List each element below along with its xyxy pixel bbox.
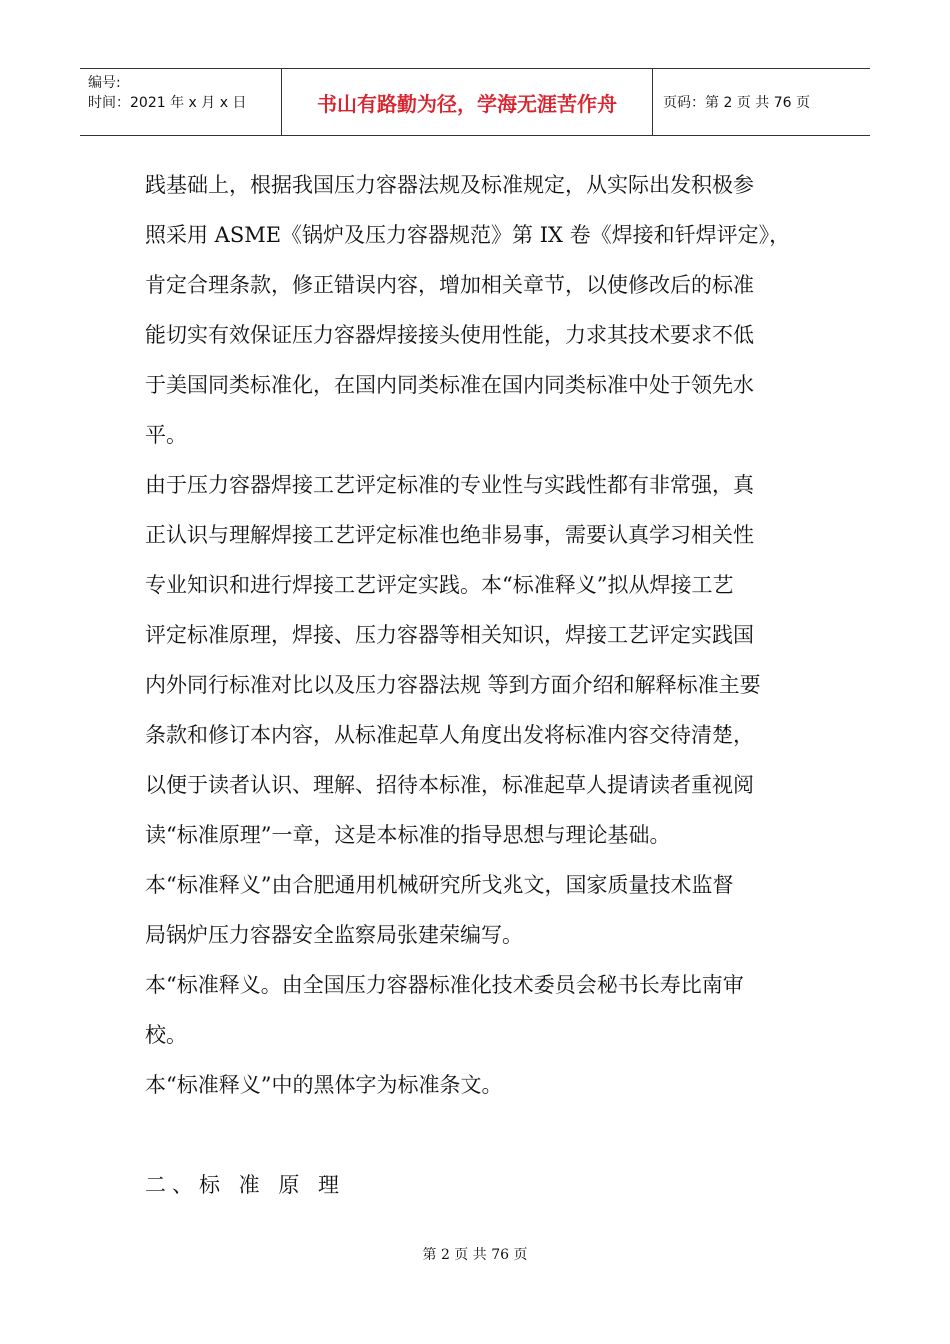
blank-line xyxy=(145,1110,810,1160)
document-body xyxy=(145,160,810,1210)
header-page-info: 页码：第 2 页 共 76 页 xyxy=(663,95,810,111)
body-line: 专业知识和进行焊接工艺评定实践。本“标准释义”拟从焊接工艺 xyxy=(145,573,734,597)
body-line: 条款和修订本内容，从标准起草人角度出发将标准内容交待清楚， xyxy=(145,723,754,747)
body-line: 践基础上，根据我国压力容器法规及标准规定，从实际出发积极参 xyxy=(145,173,754,197)
page-header xyxy=(80,68,870,136)
body-line: 本“标准释义。由全国压力容器标准化技术委员会秘书长寿比南审 xyxy=(145,973,744,997)
time-label: 时间：2021 年 x 月 x 日 xyxy=(88,95,247,111)
body-line: 能切实有效保证压力容器焊接接头使用性能，力求其技术要求不低 xyxy=(145,323,754,347)
body-line: 以便于读者认识、理解、招待本标准，标准起草人提请读者重视阅 xyxy=(145,773,754,797)
page-footer: 第 2 页 共 76 页 xyxy=(422,1247,528,1263)
body-line: 本“标准释义”中的黑体字为标准条文。 xyxy=(145,1073,503,1097)
body-line: 正认识与理解焊接工艺评定标准也绝非易事，需要认真学习相关性 xyxy=(145,523,754,547)
body-line: 本“标准释义”由合肥通用机械研究所戈兆文，国家质量技术监督 xyxy=(145,873,734,897)
body-line: 肯定合理条款，修正错误内容，增加相关章节，以使修改后的标准 xyxy=(145,273,754,297)
body-line: 平。 xyxy=(145,423,187,447)
body-line: 读“标准原理”一章，这是本标准的指导思想与理论基础。 xyxy=(145,823,671,847)
body-line: 内外同行标准对比以及压力容器法规 等到方面介绍和解释标准主要 xyxy=(145,673,761,697)
section-title: 二、标 准 原 理 xyxy=(145,1173,346,1197)
body-line: 照采用 ASME《锅炉及压力容器规范》第 IX 卷《焊接和钎焊评定》， xyxy=(145,223,791,247)
header-meta xyxy=(80,69,282,135)
header-motto: 书山有路勤为径，学海无涯苦作舟 xyxy=(282,69,653,135)
serial-label: 编号: xyxy=(88,75,121,91)
body-line: 由于压力容器焊接工艺评定标准的专业性与实践性都有非常强，真 xyxy=(145,473,754,497)
body-line: 于美国同类标准化，在国内同类标准在国内同类标准中处于领先水 xyxy=(145,373,754,397)
body-line: 校。 xyxy=(145,1023,187,1047)
body-line: 局锅炉压力容器安全监察局张建荣编写。 xyxy=(145,923,523,947)
body-line: 评定标准原理，焊接、压力容器等相关知识，焊接工艺评定实践国 xyxy=(145,623,754,647)
